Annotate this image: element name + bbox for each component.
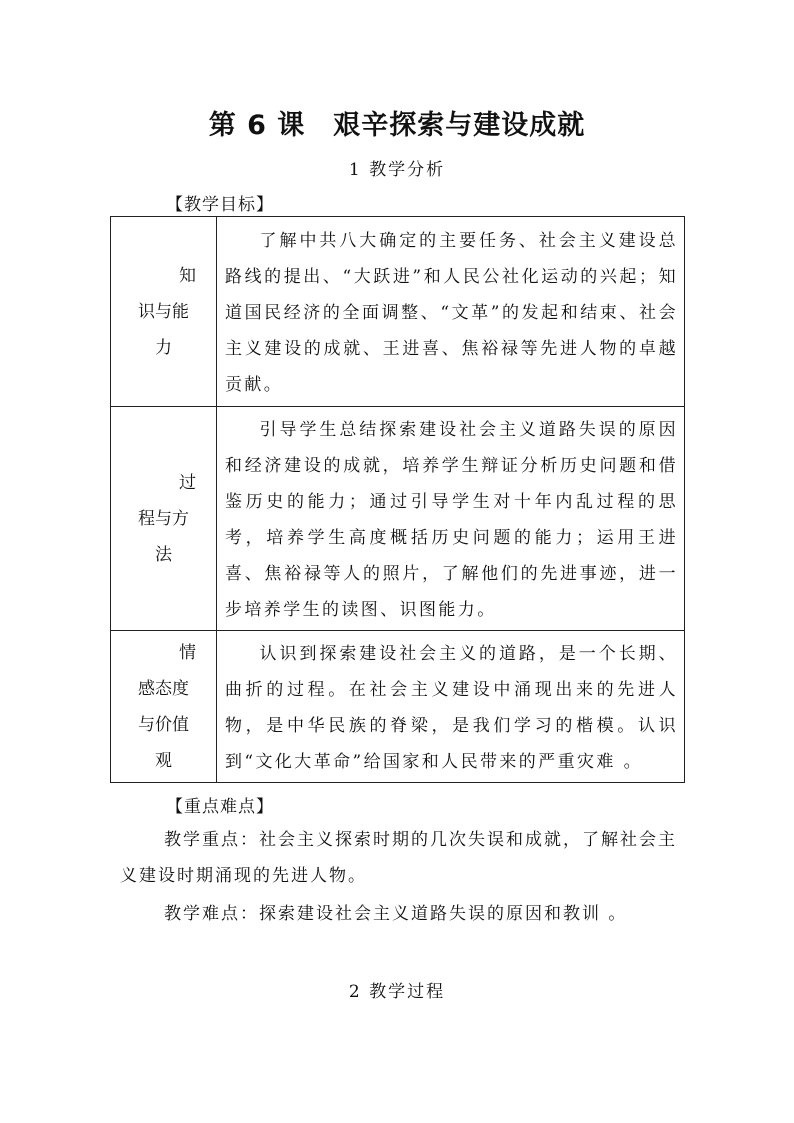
category-line: 法 (155, 544, 172, 565)
objective-row-process (111, 407, 685, 631)
section-heading-teaching-process: 2 教学过程 (348, 982, 446, 1002)
category-line: 知 (179, 265, 196, 286)
key-point-paragraph: 教学重点：社会主义探索时期的几次失误和成就，了解社会主义建设时期涌现的先进人物。 (120, 830, 677, 886)
section-heading-teaching-analysis: 1 教学分析 (348, 160, 446, 180)
objective-row-knowledge (111, 217, 685, 407)
objective-row-attitude (111, 631, 685, 783)
difficult-point-paragraph: 教学难点：探索建设社会主义道路失误的原因和教训 。 (164, 904, 628, 924)
category-line: 感态度 (138, 678, 189, 699)
category-line: 过 (179, 472, 196, 493)
category-line: 识与能 (138, 301, 189, 322)
category-line: 观 (155, 750, 172, 771)
keypoints-label: 【重点难点】 (166, 797, 274, 817)
category-line: 与价值 (138, 714, 189, 735)
objective-text: 了解中共八大确定的主要任务、社会主义建设总路线的提出、“大跃进”和人民公社化运动的兴起；知道国民经济的全面调整、“文革”的发起和结束、社会主义建设的成就、王进喜、焦裕禄等先进人物的卓越贡献。 (217, 217, 685, 407)
objectives-table (110, 216, 685, 783)
category-line: 情 (179, 642, 196, 663)
objective-text: 引导学生总结探索建设社会主义道路失误的原因和经济建设的成就，培养学生辩证分析历史问题和借鉴历史的能力；通过引导学生对十年内乱过程的思考，培养学生高度概括历史问题的能力；运用王进喜、焦裕禄等人的照片，了解他们的先进事迹，进一步培养学生的读图、识图能力。 (217, 407, 685, 631)
category-line: 力 (155, 337, 172, 358)
objectives-label: 【教学目标】 (166, 195, 274, 215)
objective-text: 认识到探索建设社会主义的道路，是一个长期、曲折的过程。在社会主义建设中涌现出来的先进人物，是中华民族的脊梁，是我们学习的楷模。认识到“文化大革命”给国家和人民带来的严重灾难 。 (217, 631, 685, 783)
objective-category (111, 631, 217, 783)
lesson-title: 第 6 课 艰辛探索与建设成就 (208, 110, 586, 141)
objective-category (111, 217, 217, 407)
category-line: 程与方 (138, 508, 189, 529)
objective-category (111, 407, 217, 631)
